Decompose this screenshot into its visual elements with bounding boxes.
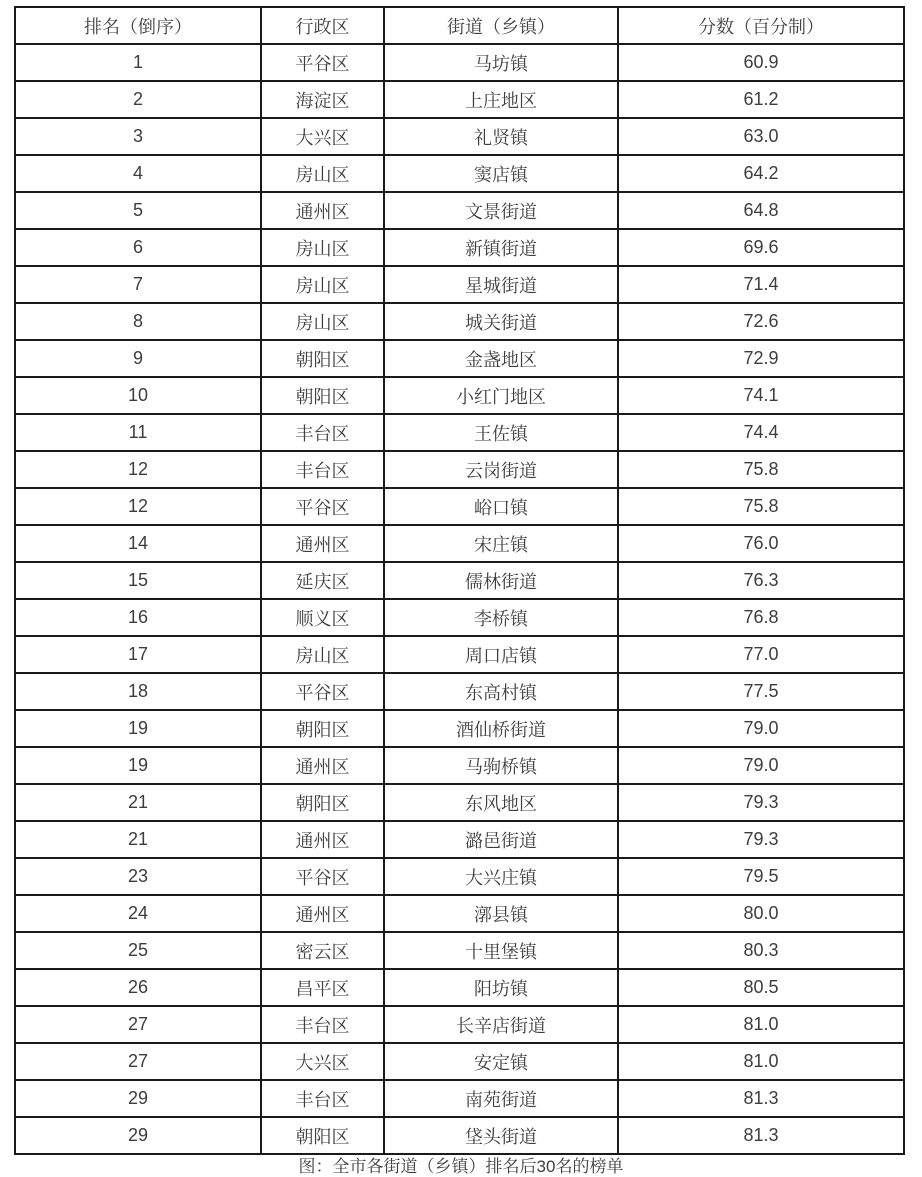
cell-rank: 26 — [15, 969, 261, 1006]
cell-district: 丰台区 — [261, 1006, 384, 1043]
cell-rank: 16 — [15, 599, 261, 636]
cell-score: 79.0 — [618, 747, 904, 784]
cell-score: 81.3 — [618, 1117, 904, 1154]
cell-district: 通州区 — [261, 525, 384, 562]
table-body — [15, 44, 904, 1154]
cell-rank: 25 — [15, 932, 261, 969]
cell-rank: 12 — [15, 451, 261, 488]
cell-rank: 4 — [15, 155, 261, 192]
cell-district: 朝阳区 — [261, 377, 384, 414]
cell-rank: 14 — [15, 525, 261, 562]
cell-street: 长辛店街道 — [384, 1006, 618, 1043]
cell-street: 酒仙桥街道 — [384, 710, 618, 747]
table-row — [15, 1080, 904, 1117]
cell-rank: 12 — [15, 488, 261, 525]
table-row — [15, 599, 904, 636]
table-row — [15, 229, 904, 266]
table-row — [15, 192, 904, 229]
cell-district: 平谷区 — [261, 488, 384, 525]
cell-district: 朝阳区 — [261, 710, 384, 747]
cell-district: 顺义区 — [261, 599, 384, 636]
cell-score: 69.6 — [618, 229, 904, 266]
cell-street: 李桥镇 — [384, 599, 618, 636]
ranking-table — [14, 6, 905, 1155]
cell-street: 窦店镇 — [384, 155, 618, 192]
cell-rank: 21 — [15, 784, 261, 821]
table-row — [15, 414, 904, 451]
cell-street: 金盏地区 — [384, 340, 618, 377]
table-row — [15, 488, 904, 525]
table-row — [15, 155, 904, 192]
cell-street: 十里堡镇 — [384, 932, 618, 969]
cell-district: 大兴区 — [261, 1043, 384, 1080]
cell-street: 峪口镇 — [384, 488, 618, 525]
cell-district: 通州区 — [261, 192, 384, 229]
cell-rank: 3 — [15, 118, 261, 155]
cell-street: 儒林街道 — [384, 562, 618, 599]
cell-rank: 19 — [15, 747, 261, 784]
table-row — [15, 821, 904, 858]
cell-score: 80.0 — [618, 895, 904, 932]
cell-rank: 24 — [15, 895, 261, 932]
table-row — [15, 340, 904, 377]
cell-district: 丰台区 — [261, 414, 384, 451]
cell-street: 王佐镇 — [384, 414, 618, 451]
cell-district: 丰台区 — [261, 451, 384, 488]
cell-street: 大兴庄镇 — [384, 858, 618, 895]
table-row — [15, 636, 904, 673]
cell-district: 海淀区 — [261, 81, 384, 118]
cell-score: 77.0 — [618, 636, 904, 673]
table-row — [15, 747, 904, 784]
cell-rank: 23 — [15, 858, 261, 895]
cell-score: 71.4 — [618, 266, 904, 303]
cell-district: 房山区 — [261, 303, 384, 340]
cell-street: 文景街道 — [384, 192, 618, 229]
table-row — [15, 1043, 904, 1080]
cell-rank: 1 — [15, 44, 261, 81]
cell-rank: 27 — [15, 1043, 261, 1080]
table-row — [15, 81, 904, 118]
cell-street: 云岗街道 — [384, 451, 618, 488]
cell-street: 礼贤镇 — [384, 118, 618, 155]
table-row — [15, 673, 904, 710]
column-header-rank: 排名（倒序） — [15, 7, 261, 44]
cell-score: 72.6 — [618, 303, 904, 340]
table-row — [15, 784, 904, 821]
cell-score: 79.5 — [618, 858, 904, 895]
cell-score: 80.5 — [618, 969, 904, 1006]
cell-rank: 15 — [15, 562, 261, 599]
cell-score: 76.0 — [618, 525, 904, 562]
table-row — [15, 932, 904, 969]
table-caption-partial: 图：全市各街道（乡镇）排名后30名的榜单 — [298, 1157, 624, 1176]
cell-street: 东风地区 — [384, 784, 618, 821]
cell-rank: 18 — [15, 673, 261, 710]
cell-score: 81.3 — [618, 1080, 904, 1117]
cell-street: 垡头街道 — [384, 1117, 618, 1154]
table-row — [15, 266, 904, 303]
cell-rank: 27 — [15, 1006, 261, 1043]
cell-score: 77.5 — [618, 673, 904, 710]
cell-street: 城关街道 — [384, 303, 618, 340]
cell-score: 72.9 — [618, 340, 904, 377]
cell-score: 74.1 — [618, 377, 904, 414]
cell-rank: 8 — [15, 303, 261, 340]
cell-district: 平谷区 — [261, 673, 384, 710]
table-row — [15, 969, 904, 1006]
cell-street: 小红门地区 — [384, 377, 618, 414]
cell-district: 通州区 — [261, 821, 384, 858]
cell-street: 南苑街道 — [384, 1080, 618, 1117]
cell-score: 75.8 — [618, 488, 904, 525]
cell-street: 宋庄镇 — [384, 525, 618, 562]
cell-rank: 10 — [15, 377, 261, 414]
table-row — [15, 377, 904, 414]
cell-rank: 19 — [15, 710, 261, 747]
cell-district: 昌平区 — [261, 969, 384, 1006]
cell-rank: 21 — [15, 821, 261, 858]
cell-rank: 5 — [15, 192, 261, 229]
cell-score: 63.0 — [618, 118, 904, 155]
cell-rank: 29 — [15, 1080, 261, 1117]
table-row — [15, 562, 904, 599]
cell-score: 81.0 — [618, 1043, 904, 1080]
cell-score: 81.0 — [618, 1006, 904, 1043]
cell-score: 61.2 — [618, 81, 904, 118]
cell-district: 房山区 — [261, 229, 384, 266]
cell-score: 79.3 — [618, 821, 904, 858]
column-header-district: 行政区 — [261, 7, 384, 44]
table-row — [15, 858, 904, 895]
cell-score: 75.8 — [618, 451, 904, 488]
table-row — [15, 44, 904, 81]
cell-street: 潞邑街道 — [384, 821, 618, 858]
cell-street: 新镇街道 — [384, 229, 618, 266]
cell-score: 76.8 — [618, 599, 904, 636]
cell-district: 延庆区 — [261, 562, 384, 599]
cell-street: 漷县镇 — [384, 895, 618, 932]
cell-district: 朝阳区 — [261, 1117, 384, 1154]
cell-score: 79.3 — [618, 784, 904, 821]
table-row — [15, 525, 904, 562]
cell-district: 朝阳区 — [261, 784, 384, 821]
cell-district: 房山区 — [261, 266, 384, 303]
cell-district: 房山区 — [261, 155, 384, 192]
cell-district: 通州区 — [261, 747, 384, 784]
cell-district: 丰台区 — [261, 1080, 384, 1117]
column-header-score: 分数（百分制） — [618, 7, 904, 44]
cell-district: 平谷区 — [261, 44, 384, 81]
cell-score: 80.3 — [618, 932, 904, 969]
cell-rank: 6 — [15, 229, 261, 266]
cell-street: 安定镇 — [384, 1043, 618, 1080]
cell-street: 上庄地区 — [384, 81, 618, 118]
cell-district: 房山区 — [261, 636, 384, 673]
cell-score: 74.4 — [618, 414, 904, 451]
cell-street: 东高村镇 — [384, 673, 618, 710]
table-row — [15, 118, 904, 155]
cell-score: 60.9 — [618, 44, 904, 81]
cell-district: 通州区 — [261, 895, 384, 932]
cell-street: 星城街道 — [384, 266, 618, 303]
cell-street: 马驹桥镇 — [384, 747, 618, 784]
table-row — [15, 451, 904, 488]
table-header — [15, 7, 904, 44]
cell-score: 64.8 — [618, 192, 904, 229]
table-row — [15, 895, 904, 932]
cell-street: 周口店镇 — [384, 636, 618, 673]
cell-rank: 7 — [15, 266, 261, 303]
cell-district: 平谷区 — [261, 858, 384, 895]
cell-score: 76.3 — [618, 562, 904, 599]
cell-score: 79.0 — [618, 710, 904, 747]
cell-street: 阳坊镇 — [384, 969, 618, 1006]
table-row — [15, 1006, 904, 1043]
table-row — [15, 303, 904, 340]
cell-rank: 29 — [15, 1117, 261, 1154]
cell-score: 64.2 — [618, 155, 904, 192]
cell-rank: 17 — [15, 636, 261, 673]
cell-rank: 2 — [15, 81, 261, 118]
table-row — [15, 710, 904, 747]
cell-rank: 9 — [15, 340, 261, 377]
cell-district: 朝阳区 — [261, 340, 384, 377]
column-header-street: 街道（乡镇） — [384, 7, 618, 44]
table-row — [15, 1117, 904, 1154]
cell-district: 密云区 — [261, 932, 384, 969]
cell-rank: 11 — [15, 414, 261, 451]
cell-district: 大兴区 — [261, 118, 384, 155]
table-header-row — [15, 7, 904, 44]
cell-street: 马坊镇 — [384, 44, 618, 81]
